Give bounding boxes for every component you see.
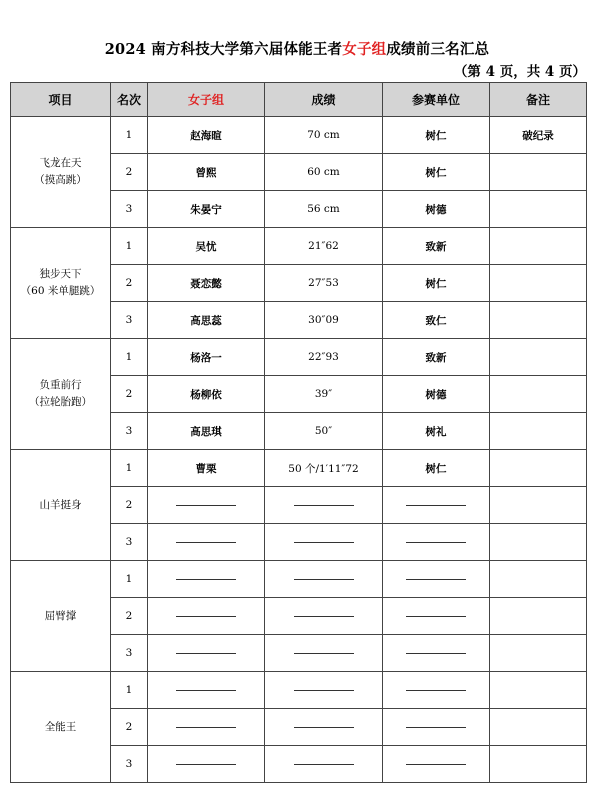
empty-dash: [176, 727, 236, 728]
unit-cell: 树礼: [383, 413, 490, 450]
header-score: 成绩: [265, 83, 383, 117]
header-group: 女子组: [148, 83, 265, 117]
empty-dash: [406, 616, 466, 617]
empty-dash: [406, 653, 466, 654]
athlete-name-cell: [148, 672, 265, 709]
athlete-name-cell: [148, 709, 265, 746]
rank-cell: 3: [111, 746, 148, 783]
event-name-cell: [11, 339, 111, 450]
athlete-name-cell: [148, 524, 265, 561]
score-cell: [265, 672, 383, 709]
table-row: [11, 228, 587, 265]
score-cell: [265, 561, 383, 598]
event-name: 山羊挺身: [39, 498, 82, 511]
athlete-name-cell: 高思蕊: [148, 302, 265, 339]
table-row: [11, 450, 587, 487]
unit-cell: [383, 746, 490, 783]
note-cell: [490, 228, 587, 265]
results-body: [11, 117, 587, 783]
score-cell: 70 cm: [265, 117, 383, 154]
athlete-name-cell: 吴忧: [148, 228, 265, 265]
score-cell: [265, 524, 383, 561]
athlete-name-cell: 聂恋懿: [148, 265, 265, 302]
header-unit: 参赛单位: [383, 83, 490, 117]
table-row: [11, 117, 587, 154]
empty-dash: [294, 690, 354, 691]
unit-cell: [383, 524, 490, 561]
note-cell: [490, 302, 587, 339]
score-cell: 21″62: [265, 228, 383, 265]
score-cell: [265, 598, 383, 635]
rank-cell: 3: [111, 413, 148, 450]
empty-dash: [406, 542, 466, 543]
score-cell: 30″09: [265, 302, 383, 339]
empty-dash: [294, 727, 354, 728]
athlete-name-cell: [148, 561, 265, 598]
event-subtitle: （60 米单腿跳）: [20, 285, 101, 297]
unit-cell: [383, 672, 490, 709]
note-cell: [490, 413, 587, 450]
athlete-name-cell: [148, 746, 265, 783]
unit-cell: 树德: [383, 191, 490, 228]
unit-cell: 致新: [383, 228, 490, 265]
unit-cell: [383, 487, 490, 524]
empty-dash: [406, 505, 466, 506]
event-name-cell: [11, 117, 111, 228]
rank-cell: 1: [111, 228, 148, 265]
rank-cell: 3: [111, 635, 148, 672]
empty-dash: [294, 764, 354, 765]
note-cell: [490, 265, 587, 302]
unit-cell: 致仁: [383, 302, 490, 339]
unit-cell: 树仁: [383, 265, 490, 302]
note-cell: [490, 339, 587, 376]
unit-cell: [383, 598, 490, 635]
unit-cell: 树仁: [383, 117, 490, 154]
empty-dash: [406, 764, 466, 765]
athlete-name-cell: 朱晏宁: [148, 191, 265, 228]
title-highlight: 女子组: [342, 41, 387, 58]
score-cell: 27″53: [265, 265, 383, 302]
rank-cell: 2: [111, 598, 148, 635]
event-subtitle: （摸高跳）: [34, 174, 87, 186]
event-name-cell: [11, 450, 111, 561]
title-suffix: 成绩前三名汇总: [386, 41, 490, 58]
note-cell: [490, 154, 587, 191]
header-rank: 名次: [111, 83, 148, 117]
score-cell: [265, 635, 383, 672]
athlete-name-cell: 赵海暄: [148, 117, 265, 154]
rank-cell: 2: [111, 487, 148, 524]
note-cell: [490, 450, 587, 487]
athlete-name-cell: 曹栗: [148, 450, 265, 487]
event-name-cell: [11, 561, 111, 672]
header-note: 备注: [490, 83, 587, 117]
title-prefix: 2024 南方科技大学第六届体能王者: [104, 41, 343, 58]
empty-dash: [176, 690, 236, 691]
event-name: 屈臂撑: [44, 609, 77, 622]
athlete-name-cell: 曾熙: [148, 154, 265, 191]
rank-cell: 3: [111, 191, 148, 228]
empty-dash: [406, 690, 466, 691]
score-cell: 50″: [265, 413, 383, 450]
note-cell: [490, 376, 587, 413]
event-name: 飞龙在天: [39, 157, 82, 169]
rank-cell: 3: [111, 524, 148, 561]
note-cell: [490, 746, 587, 783]
rank-cell: 2: [111, 709, 148, 746]
results-table: [10, 82, 587, 783]
score-cell: 50 个/1′11″72: [265, 450, 383, 487]
note-cell: [490, 672, 587, 709]
empty-dash: [176, 764, 236, 765]
score-cell: [265, 487, 383, 524]
rank-cell: 1: [111, 450, 148, 487]
event-name: 全能王: [44, 720, 77, 733]
event-name-cell: [11, 672, 111, 783]
note-cell: 破纪录: [490, 117, 587, 154]
event-name-cell: [11, 228, 111, 339]
athlete-name-cell: [148, 487, 265, 524]
unit-cell: 树德: [383, 376, 490, 413]
score-cell: [265, 709, 383, 746]
unit-cell: 致新: [383, 339, 490, 376]
score-cell: 60 cm: [265, 154, 383, 191]
score-cell: 39″: [265, 376, 383, 413]
empty-dash: [176, 505, 236, 506]
unit-cell: [383, 709, 490, 746]
rank-cell: 1: [111, 561, 148, 598]
rank-cell: 1: [111, 339, 148, 376]
athlete-name-cell: 杨洛一: [148, 339, 265, 376]
empty-dash: [176, 653, 236, 654]
empty-dash: [406, 579, 466, 580]
event-subtitle: （拉轮胎跑）: [29, 396, 92, 408]
note-cell: [490, 561, 587, 598]
empty-dash: [406, 727, 466, 728]
note-cell: [490, 635, 587, 672]
score-cell: [265, 746, 383, 783]
rank-cell: 2: [111, 376, 148, 413]
empty-dash: [294, 579, 354, 580]
athlete-name-cell: 高思琪: [148, 413, 265, 450]
note-cell: [490, 598, 587, 635]
header-project: 项目: [11, 83, 111, 117]
empty-dash: [294, 616, 354, 617]
empty-dash: [294, 505, 354, 506]
athlete-name-cell: [148, 598, 265, 635]
empty-dash: [176, 579, 236, 580]
empty-dash: [176, 542, 236, 543]
score-cell: 22″93: [265, 339, 383, 376]
empty-dash: [176, 616, 236, 617]
event-name: 负重前行: [39, 379, 82, 391]
page-indicator: （第 4 页，共 4 页）: [453, 64, 586, 80]
note-cell: [490, 524, 587, 561]
table-row: [11, 672, 587, 709]
header-row: [11, 83, 587, 117]
table-row: [11, 561, 587, 598]
unit-cell: 树仁: [383, 154, 490, 191]
rank-cell: 2: [111, 154, 148, 191]
rank-cell: 1: [111, 672, 148, 709]
athlete-name-cell: 杨柳依: [148, 376, 265, 413]
event-name: 独步天下: [39, 268, 82, 280]
empty-dash: [294, 542, 354, 543]
table-row: [11, 339, 587, 376]
empty-dash: [294, 653, 354, 654]
unit-cell: [383, 561, 490, 598]
score-cell: 56 cm: [265, 191, 383, 228]
rank-cell: 3: [111, 302, 148, 339]
rank-cell: 2: [111, 265, 148, 302]
unit-cell: [383, 635, 490, 672]
note-cell: [490, 709, 587, 746]
rank-cell: 1: [111, 117, 148, 154]
note-cell: [490, 191, 587, 228]
athlete-name-cell: [148, 635, 265, 672]
note-cell: [490, 487, 587, 524]
unit-cell: 树仁: [383, 450, 490, 487]
document-title: [0, 38, 594, 59]
